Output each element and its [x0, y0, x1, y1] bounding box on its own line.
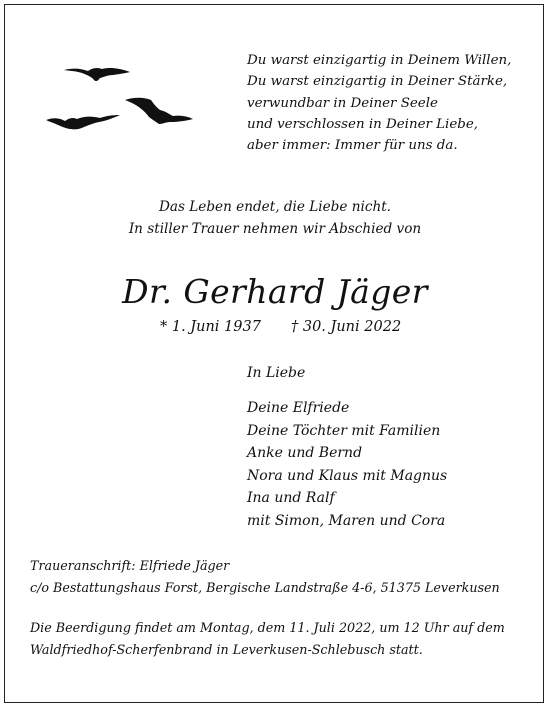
- poem-block: [247, 50, 511, 156]
- poem-line: Du warst einzigartig in Deinem Willen,: [247, 53, 512, 68]
- address-line: c/o Bestattungshaus Forst, Bergische Landstraße 4-6, 51375 Leverkusen: [30, 579, 500, 595]
- life-dates: [160, 316, 400, 338]
- bird-icon: [46, 115, 120, 129]
- family-list: [247, 397, 447, 533]
- family-member: Deine Elfriede: [247, 400, 350, 416]
- family-member: mit Simon, Maren und Cora: [247, 512, 446, 529]
- bird-icon: [125, 98, 193, 124]
- intro-line: Das Leben endet, die Liebe nicht.: [158, 199, 391, 215]
- family-member: Nora und Klaus mit Magnus: [247, 467, 448, 484]
- family-member: Ina und Ralf: [247, 490, 335, 507]
- deceased-name: Dr. Gerhard Jäger: [122, 272, 428, 311]
- birth-date: * 1. Juni 1937: [160, 319, 261, 335]
- funeral-notice: [30, 617, 505, 660]
- intro-block: [0, 196, 550, 240]
- address-line: Traueranschrift: Elfriede Jäger: [30, 558, 230, 573]
- flying-birds-icon: [40, 58, 215, 143]
- poem-line: verwundbar in Deiner Seele: [247, 95, 438, 111]
- death-date: † 30. Juni 2022: [291, 319, 402, 335]
- poem-line: und verschlossen in Deiner Liebe,: [247, 116, 479, 132]
- intro-line: In stiller Trauer nehmen wir Abschied von: [128, 221, 422, 237]
- mourning-address: [30, 555, 500, 598]
- funeral-line: Die Beerdigung findet am Montag, dem 11. Juli 2022, um 12 Uhr auf dem: [30, 620, 505, 635]
- poem-line: aber immer: Immer für uns da.: [247, 138, 458, 154]
- in-love-line: In Liebe: [247, 365, 306, 381]
- family-member: Anke und Bernd: [247, 445, 363, 462]
- poem-line: Du warst einzigartig in Deiner Stärke,: [247, 74, 508, 90]
- bird-icon: [64, 68, 130, 81]
- funeral-line: Waldfriedhof-Scherfenbrand in Leverkusen-Schlebusch statt.: [30, 641, 423, 657]
- family-member: Deine Töchter mit Familien: [247, 422, 441, 439]
